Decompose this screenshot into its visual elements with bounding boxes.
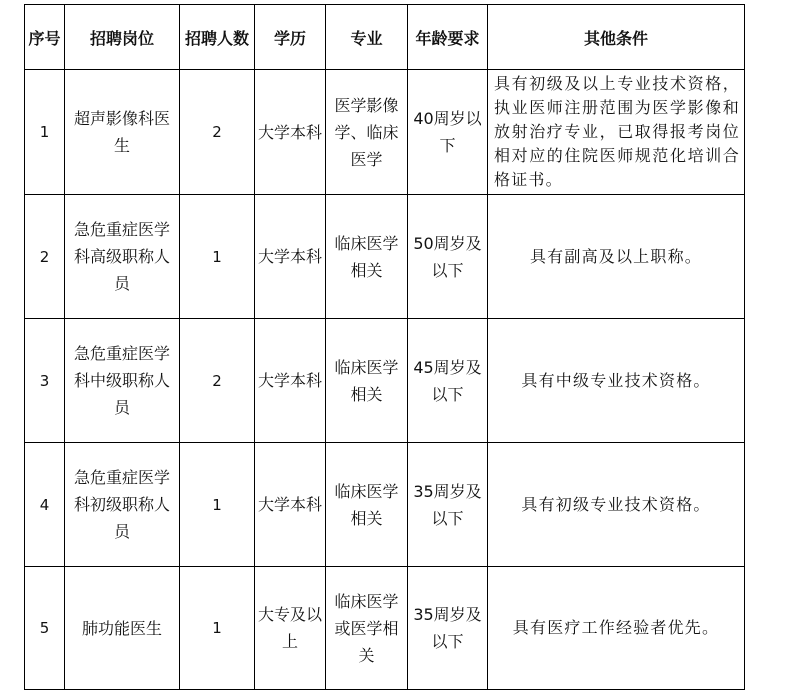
cell-major: 临床医学相关 — [326, 195, 408, 319]
cell-age: 35周岁及以下 — [408, 567, 488, 690]
header-education: 学历 — [255, 5, 326, 70]
cell-conditions: 具有医疗工作经验者优先。 — [488, 567, 745, 690]
cell-count: 1 — [180, 443, 255, 567]
cell-major: 医学影像学、临床医学 — [326, 70, 408, 195]
table-body — [25, 70, 745, 690]
header-major: 专业 — [326, 5, 408, 70]
cell-position: 急危重症医学科高级职称人员 — [65, 195, 180, 319]
cell-major: 临床医学或医学相关 — [326, 567, 408, 690]
cell-position: 急危重症医学科中级职称人员 — [65, 319, 180, 443]
cell-num: 2 — [25, 195, 65, 319]
header-age: 年龄要求 — [408, 5, 488, 70]
cell-conditions: 具有中级专业技术资格。 — [488, 319, 745, 443]
cell-count: 2 — [180, 70, 255, 195]
table-row — [25, 443, 745, 567]
cell-position: 超声影像科医生 — [65, 70, 180, 195]
cell-major: 临床医学相关 — [326, 319, 408, 443]
header-position: 招聘岗位 — [65, 5, 180, 70]
cell-age: 40周岁以下 — [408, 70, 488, 195]
cell-count: 2 — [180, 319, 255, 443]
cell-count: 1 — [180, 195, 255, 319]
table-row — [25, 70, 745, 195]
recruitment-table — [24, 4, 745, 690]
header-count: 招聘人数 — [180, 5, 255, 70]
table-row — [25, 195, 745, 319]
cell-major: 临床医学相关 — [326, 443, 408, 567]
cell-num: 3 — [25, 319, 65, 443]
cell-education: 大专及以上 — [255, 567, 326, 690]
cell-num: 5 — [25, 567, 65, 690]
cell-position: 肺功能医生 — [65, 567, 180, 690]
cell-age: 45周岁及以下 — [408, 319, 488, 443]
cell-education: 大学本科 — [255, 70, 326, 195]
cell-conditions: 具有初级及以上专业技术资格，执业医师注册范围为医学影像和放射治疗专业，已取得报考岗位相对应的住院医师规范化培训合格证书。 — [488, 70, 745, 195]
header-conditions: 其他条件 — [488, 5, 745, 70]
cell-age: 50周岁及以下 — [408, 195, 488, 319]
cell-education: 大学本科 — [255, 443, 326, 567]
header-row — [25, 5, 745, 70]
table-row — [25, 319, 745, 443]
cell-age: 35周岁及以下 — [408, 443, 488, 567]
cell-education: 大学本科 — [255, 195, 326, 319]
header-num: 序号 — [25, 5, 65, 70]
table-row — [25, 567, 745, 690]
cell-conditions: 具有副高及以上职称。 — [488, 195, 745, 319]
table-header — [25, 5, 745, 70]
cell-count: 1 — [180, 567, 255, 690]
cell-num: 1 — [25, 70, 65, 195]
cell-education: 大学本科 — [255, 319, 326, 443]
cell-position: 急危重症医学科初级职称人员 — [65, 443, 180, 567]
cell-num: 4 — [25, 443, 65, 567]
cell-conditions: 具有初级专业技术资格。 — [488, 443, 745, 567]
